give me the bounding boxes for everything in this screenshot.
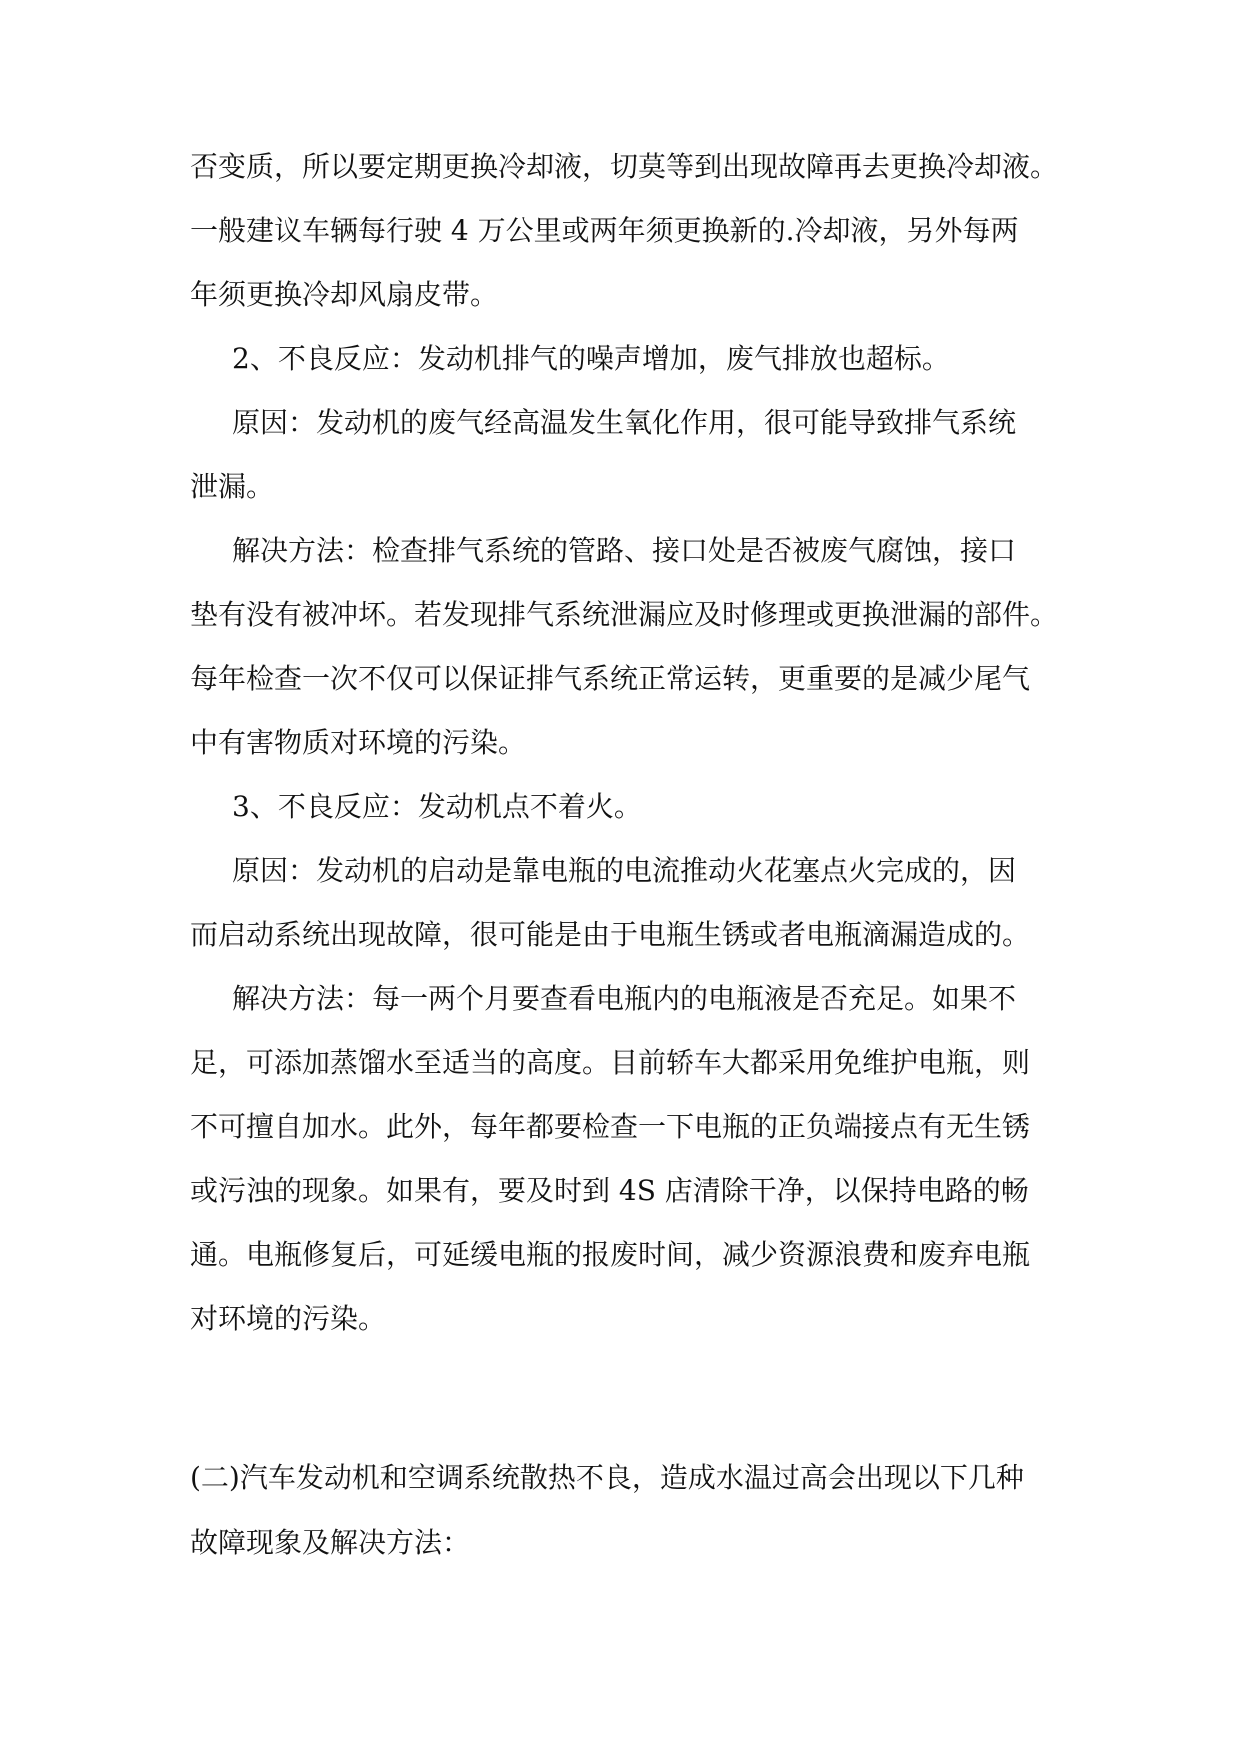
text-line: 垫有没有被冲坏。若发现排气系统泄漏应及时修理或更换泄漏的部件。 [190, 598, 1059, 631]
text-line: 对环境的污染。 [190, 1302, 387, 1335]
text-line: 原因：发动机的启动是靠电瓶的电流推动火花塞点火完成的，因 [232, 854, 1017, 887]
section-heading-line: (二)汽车发动机和空调系统散热不良，造成水温过高会出现以下几种 [190, 1461, 1024, 1494]
text-line: 每年检查一次不仅可以保证排气系统正常运转，更重要的是减少尾气 [190, 662, 1031, 695]
text-line: 泄漏。 [190, 470, 275, 503]
text-line: 原因：发动机的废气经高温发生氧化作用，很可能导致排气系统 [232, 406, 1017, 439]
text-line: 不可擅自加水。此外，每年都要检查一下电瓶的正负端接点有无生锈 [190, 1110, 1031, 1143]
text-line: 解决方法：检查排气系统的管路、接口处是否被废气腐蚀，接口 [232, 534, 1017, 567]
text-line: 中有害物质对环境的污染。 [190, 726, 527, 759]
text-line: 或污浊的现象。如果有，要及时到 4S 店清除干净，以保持电路的畅 [190, 1174, 1029, 1207]
text-line: 而启动系统出现故障，很可能是由于电瓶生锈或者电瓶滴漏造成的。 [190, 918, 1031, 951]
text-line: 3、不良反应：发动机点不着火。 [232, 790, 642, 823]
text-line: 2、不良反应：发动机排气的噪声增加，废气排放也超标。 [232, 342, 950, 375]
section-heading-line: 故障现象及解决方法： [190, 1526, 471, 1559]
text-line: 解决方法：每一两个月要查看电瓶内的电瓶液是否充足。如果不 [232, 982, 1017, 1015]
text-line: 一般建议车辆每行驶 4 万公里或两年须更换新的.冷却液，另外每两 [190, 214, 1019, 247]
text-line: 否变质，所以要定期更换冷却液，切莫等到出现故障再去更换冷却液。 [190, 150, 1059, 183]
text-line: 足，可添加蒸馏水至适当的高度。目前轿车大都采用免维护电瓶，则 [190, 1046, 1031, 1079]
text-line: 通。电瓶修复后，可延缓电瓶的报废时间，减少资源浪费和废弃电瓶 [190, 1238, 1031, 1271]
text-line: 年须更换冷却风扇皮带。 [190, 278, 499, 311]
